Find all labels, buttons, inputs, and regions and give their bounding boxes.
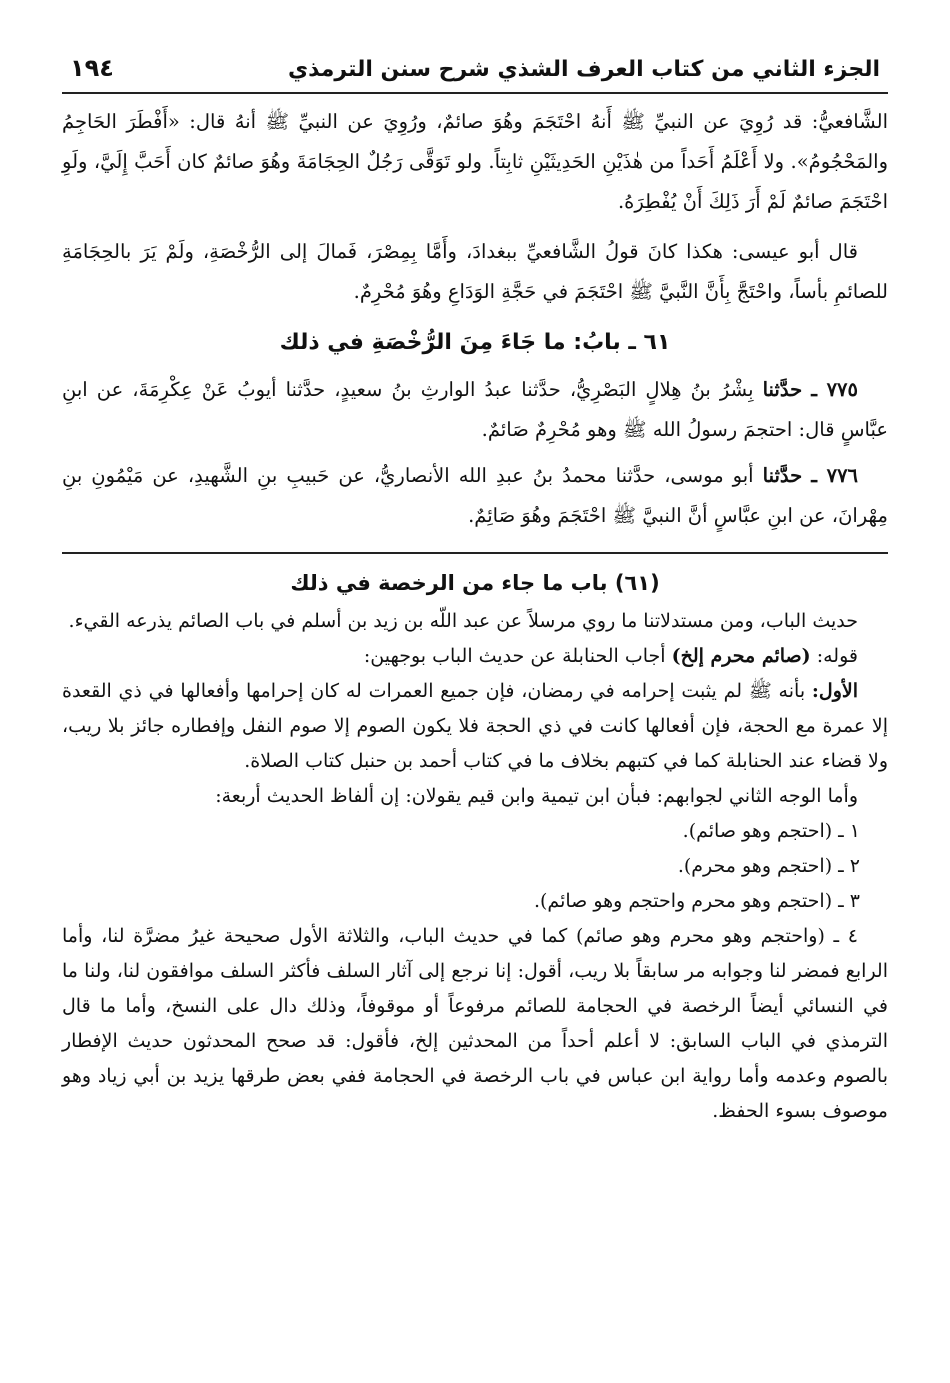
commentary-paragraph: ٤ ـ (واحتجم وهو محرم وهو صائم) كما في حديث الباب، والثلاثة الأول صحيحة غيرُ مضرَّة لنا، وأما الرابع فمضر لنا وجوابه مر سابقاً بلا ريب، أقول: إنا نرجع إلى آثار السلف فأكثر السلف موافقون لنا، ولنا ما في النسائي أيضاً الرخصة في الحجامة للصائم مرفوعاً أو موقوفاً، وذلك دال على النسخ، وأما ما قال الترمذي في الباب السابق: لا أعلم أحداً من المحدثين إلخ، فأقول: قد صحح المحدثون حديث الإفطار بالصوم وعدمه وأما رواية ابن عباس في باب الرخصة في الحجامة ففي بعض طرقها يزيد بن أبي زياد وهو موصوف بسوء الحفظ.	[62, 925, 888, 1122]
lead-text: قوله:	[810, 645, 858, 667]
page-header	[62, 54, 888, 94]
main-text	[62, 102, 888, 536]
commentary-paragraph	[62, 674, 888, 779]
list-item: ٢ ـ (احتجم وهو محرم).	[677, 855, 860, 877]
book-page	[62, 54, 888, 1129]
paragraph-rest: بأنه ﷺ لم يثبت إحرامه في رمضان، فإن جميع العمرات له كان إحرامها وأفعالها في ذي القعدة إلا عمرة مع الحجة، فإن أفعالها كانت في ذي الحجة فلا يكون الصوم إلا صوم النفل وإفطاره جائز بلا ريب، ولا قضاء عند الحنابلة كما في كتبهم بخلاف ما في كتاب أحمد بن حنبل كتاب الصلاة.	[62, 680, 888, 772]
commentary-title: (٦١) باب ما جاء من الرخصة في ذلك	[290, 571, 660, 595]
paragraph-abu-isa: قال أبو عيسى: هكذا كانَ قولُ الشَّافعيِّ ببغدادَ، وأَمَّا بِمِصْرَ، فَمالَ إلى الرُّخْصَةِ، ولَمْ يَرَ بالحِجَامَةِ للصائمِ بأساً، واحْتَجَّ بِأَنَّ النَّبيَّ ﷺ احْتَجَمَ في حَجَّةِ الوَدَاعِ وهُوَ مُحْرِمٌ.	[62, 240, 888, 303]
commentary-paragraph: حديث الباب، ومن مستدلاتنا ما روي مرسلاً عن عبد اللّه بن زيد بن أسلم في باب الصائم يذرعه القيء.	[68, 610, 858, 632]
hadith-number: ٧٧٥ ـ	[811, 378, 858, 401]
bold-quote: (صائم محرم إلخ)	[671, 645, 811, 667]
paragraph-shafii: الشَّافعيُّ: قد رُوِيَ عن النبيِّ ﷺ أَنهُ احْتَجَمَ وهُوَ صائمٌ، ورُوِيَ عن النبيِّ ﷺ أنهُ قال: «أَفْطَرَ الحَاجِمُ والمَحْجُومُ». ولا أَعْلَمُ أَحَداً من هٰذَيْنِ الحَدِيثَيْنِ ثابِتاً. ولو تَوَقَّى رَجُلٌ الحِجَامَةَ وهُوَ صائمٌ كان أَحَبَّ إِلَيَّ، ولَوِ احْتَجَمَ صائمٌ لَمْ أَرَ ذَلِكَ أَنْ يُفْطِرَهُ.	[62, 110, 888, 213]
commentary-paragraph	[62, 639, 888, 674]
paragraph-rest: أجاب الحنابلة عن حديث الباب بوجهين:	[363, 645, 672, 667]
footnote-separator	[62, 552, 888, 554]
hadith-text: بِشْرُ بنُ هِلالٍ البَصْرِيُّ، حدَّثنا عبدُ الوارثِ بنُ سعيدٍ، حدَّثنا أيوبُ عَنْ عِكْرِمَةَ، عن ابنِ عبَّاسٍ قال: احتجمَ رسولُ الله ﷺ وهو مُحْرِمٌ صَائمٌ.	[62, 378, 888, 441]
list-item: ١ ـ (احتجم وهو صائم).	[682, 820, 860, 842]
running-title: الجزء الثاني من كتاب العرف الشذي شرح سنن الترمذي	[287, 57, 880, 82]
lead-bold: الأول:	[811, 680, 858, 702]
page-number: ١٩٤	[70, 54, 114, 82]
chapter-title: ٦١ ـ بابُ: ما جَاءَ مِنَ الرُّخْصَةِ في ذلك	[279, 330, 671, 355]
hadith-text: أبو موسى، حدَّثنا محمدُ بنُ عبدِ الله الأنصاريُّ، عن حَبيبِ بنِ الشَّهيدِ، عن مَيْمُونِ بنِ مِهْرانَ، عن ابنِ عبَّاسٍ أنَّ النبيَّ ﷺ احْتَجَمَ وهُوَ صَائِمٌ.	[62, 464, 888, 527]
haddathana: حدَّثنا	[762, 464, 803, 487]
haddathana: حدَّثنا	[762, 378, 803, 401]
commentary-paragraph: وأما الوجه الثاني لجوابهم: فبأن ابن تيمية وابن قيم يقولان: إن ألفاظ الحديث أربعة:	[215, 785, 858, 807]
hadith-number: ٧٧٦ ـ	[811, 464, 859, 487]
commentary	[62, 564, 888, 1129]
hadith-775	[62, 370, 888, 450]
hadith-776	[62, 456, 888, 536]
list-item: ٣ ـ (احتجم وهو محرم واحتجم وهو صائم).	[533, 890, 860, 912]
